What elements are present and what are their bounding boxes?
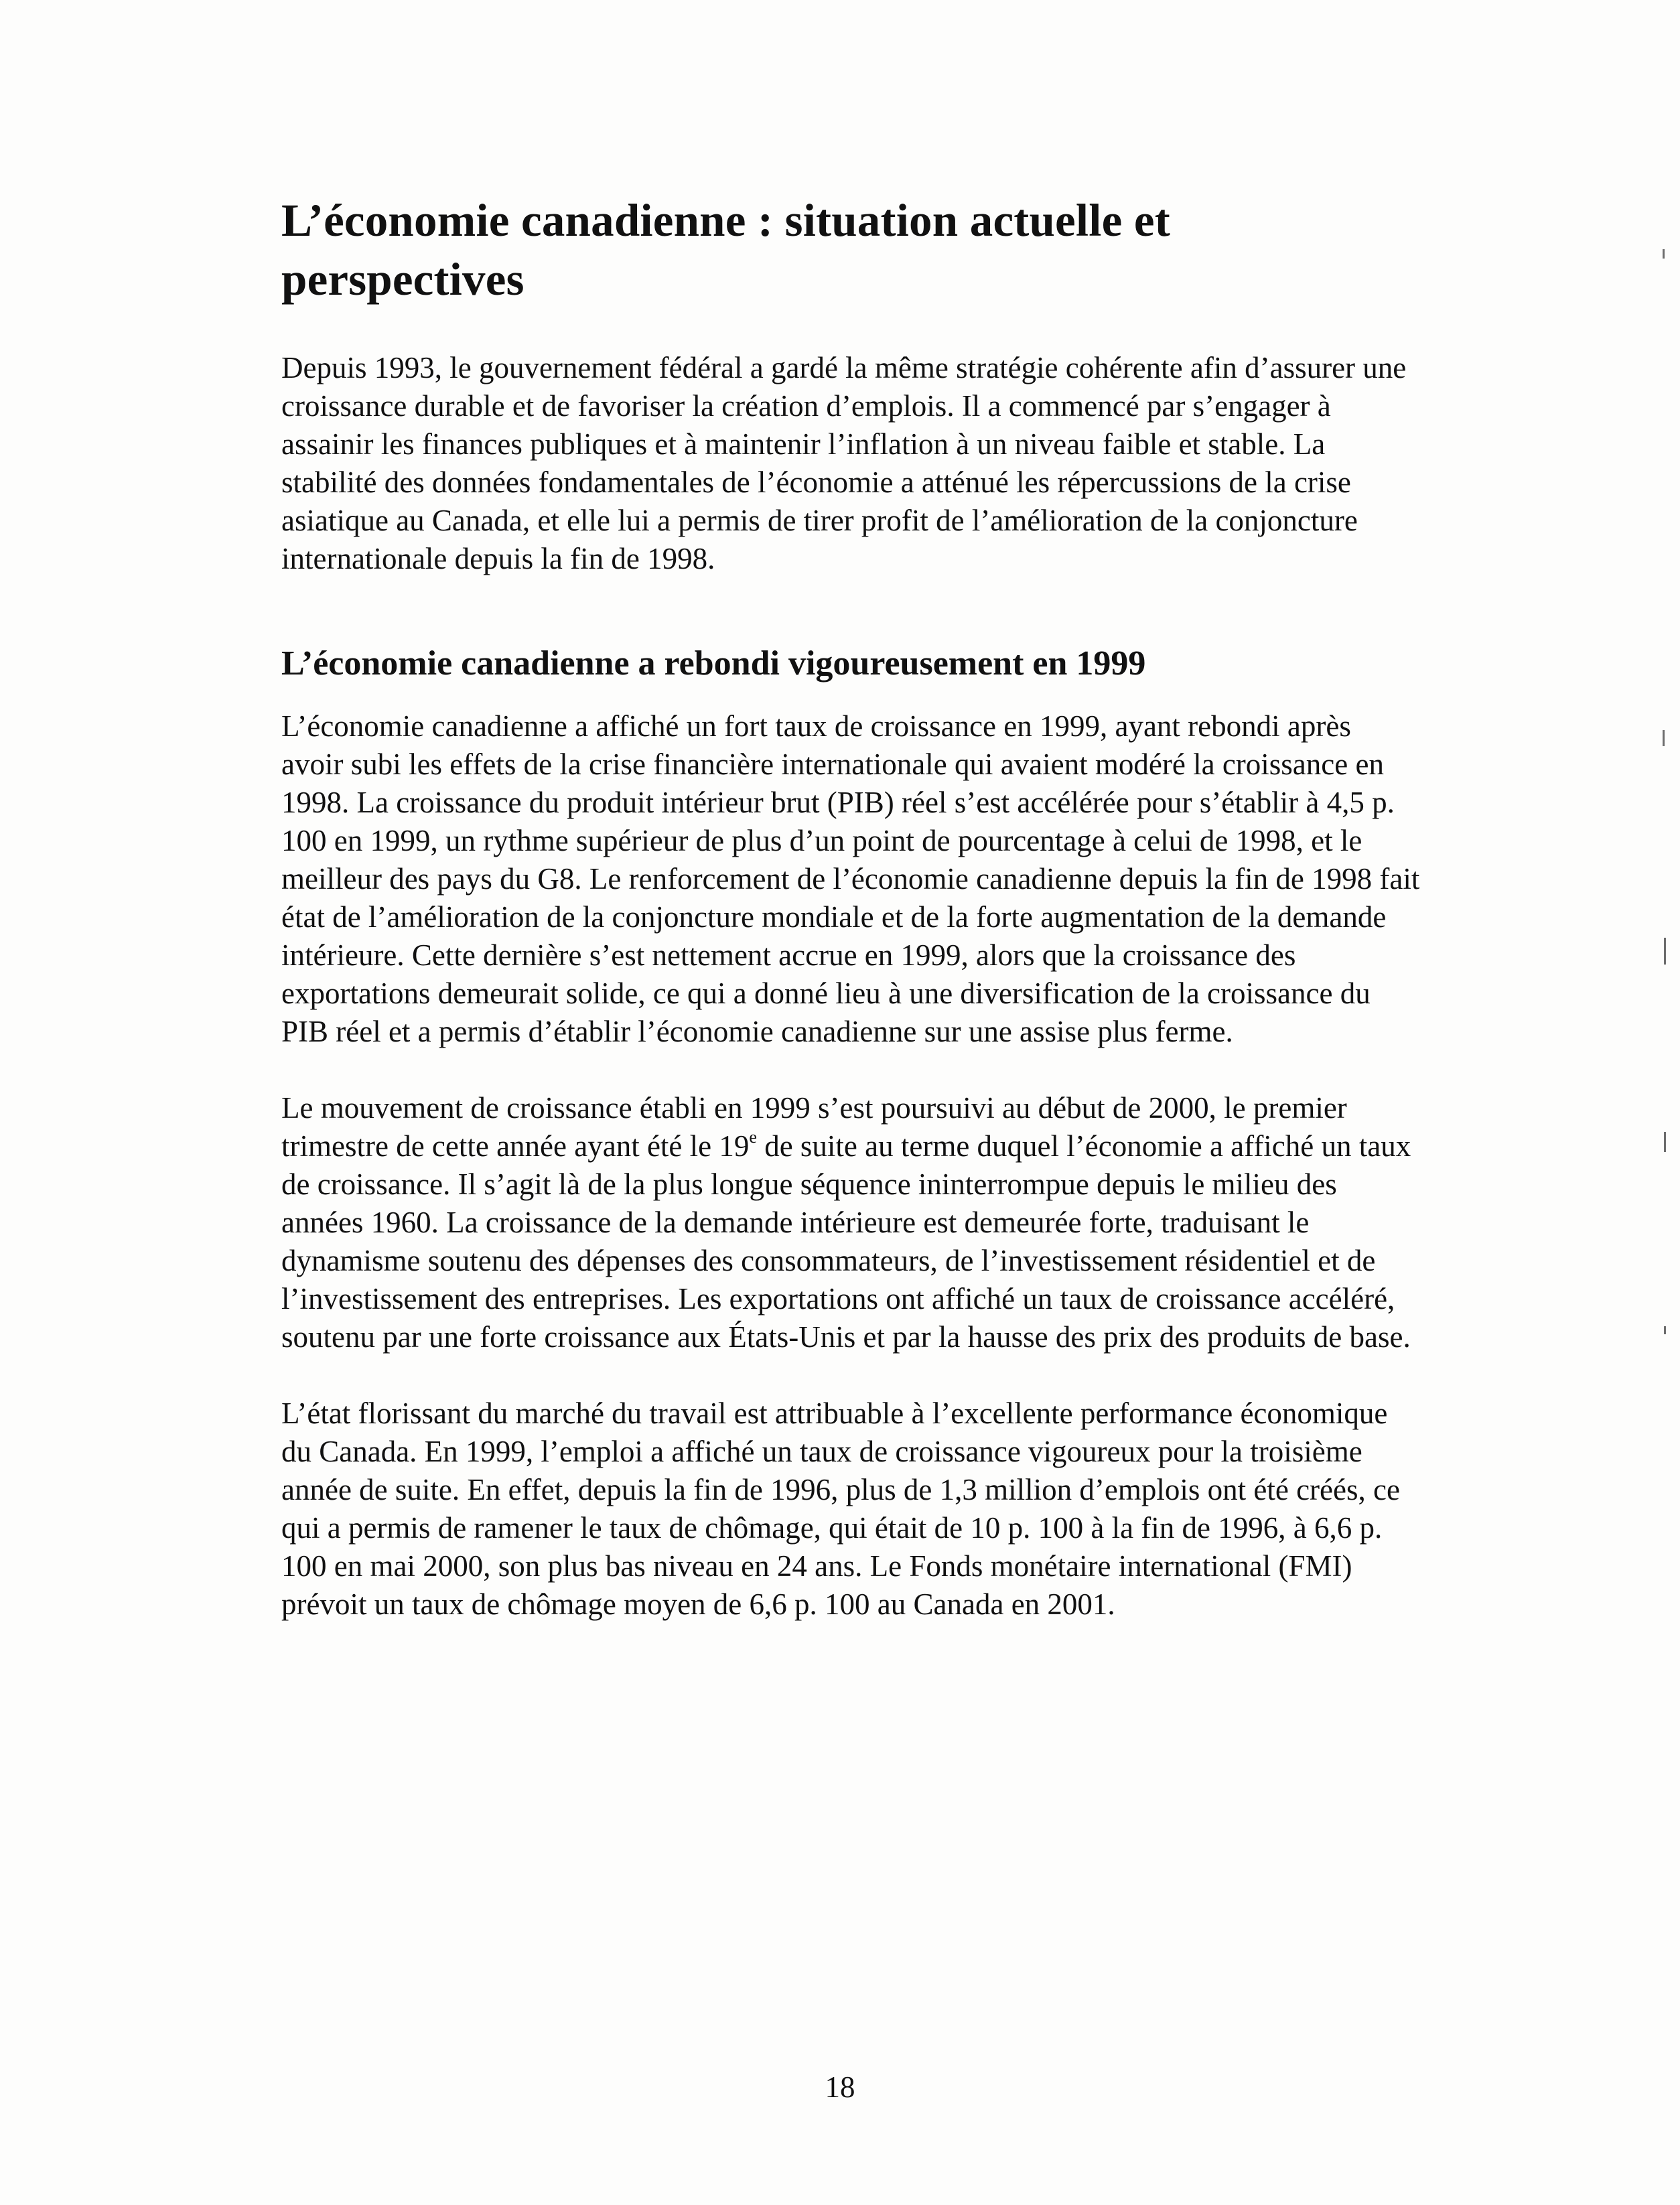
intro-paragraph: Depuis 1993, le gouvernement fédéral a gardé la même stratégie cohérente afin d’assurer une croissance durable et de favoriser la création d’emplois. Il a commencé par s’engager à assainir les finances publiques et à maintenir l’inflation à un niveau faible et stable. La stabilité des données fondamentales de l’économie a atténué les répercussions de la crise asiatique au Canada, et elle lui a permis de tirer profit de l’amélioration de la conjoncture internationale depuis la fin de 1998. — [281, 351, 1407, 575]
paragraph-2-text-start: Le mouvement de croissance établi en 1999 s’est poursuivi au début de 2000, le premier trimestre de cette année ayant été le 19 — [281, 1091, 1347, 1163]
page-content — [281, 191, 1420, 1624]
paragraph-2-text-end: de suite au terme duquel l’économie a affiché un taux de croissance. Il s’agit là de la plus longue séquence ininterrompue depuis le milieu des années 1960. La croissance de la demande intérieure est demeurée forte, traduisant le dynamisme soutenu des dépenses des consommateurs, de l’investissement résidentiel et de l’investissement des entreprises. Les exportations ont affiché un taux de croissance accéléré, soutenu par une forte croissance aux États-Unis et par la hausse des prix des produits de base. — [281, 1129, 1411, 1354]
section-paragraph-1: L’économie canadienne a affiché un fort taux de croissance en 1999, ayant rebondi après avoir subi les effets de la crise financière internationale qui avaient modéré la croissance en 1998. La croissance du produit intérieur brut (PIB) réel s’est accélérée pour s’établir à 4,5 p. 100 en 1999, un rythme supérieur de plus d’un point de pourcentage à celui de 1998, et le meilleur des pays du G8. Le renforcement de l’économie canadienne depuis la fin de 1998 fait état de l’amélioration de la conjoncture mondiale et de la forte augmentation de la demande intérieure. Cette dernière s’est nettement accrue en 1999, alors que la croissance des exportations demeurait solide, ce qui a donné lieu à une diversification de la croissance du PIB réel et a permis d’établir l’économie canadienne sur une assise plus ferme. — [281, 709, 1420, 1048]
scan-mark — [1664, 938, 1666, 965]
page-number: 18 — [825, 2070, 855, 2104]
section-heading: L’économie canadienne a rebondi vigoureusement en 1999 — [281, 644, 1146, 683]
scan-mark — [1664, 1132, 1666, 1152]
page-title: L’économie canadienne : situation actuelle et perspectives — [281, 195, 1170, 305]
ordinal-superscript: e — [749, 1127, 757, 1147]
section-paragraph-2 — [281, 1089, 1420, 1356]
section-paragraph-3: L’état florissant du marché du travail est attribuable à l’excellente performance économique du Canada. En 1999, l’emploi a affiché un taux de croissance vigoureux pour la troisième année de suite. En effet, depuis la fin de 1996, plus de 1,3 million d’emplois ont été créés, ce qui a permis de ramener le taux de chômage, qui était de 10 p. 100 à la fin de 1996, à 6,6 p. 100 en mai 2000, son plus bas niveau en 24 ans. Le Fonds monétaire international (FMI) prévoit un taux de chômage moyen de 6,6 p. 100 au Canada en 2001. — [281, 1397, 1400, 1621]
scan-mark — [1663, 730, 1665, 746]
scan-mark — [1664, 1326, 1666, 1334]
scan-mark — [1663, 249, 1665, 259]
